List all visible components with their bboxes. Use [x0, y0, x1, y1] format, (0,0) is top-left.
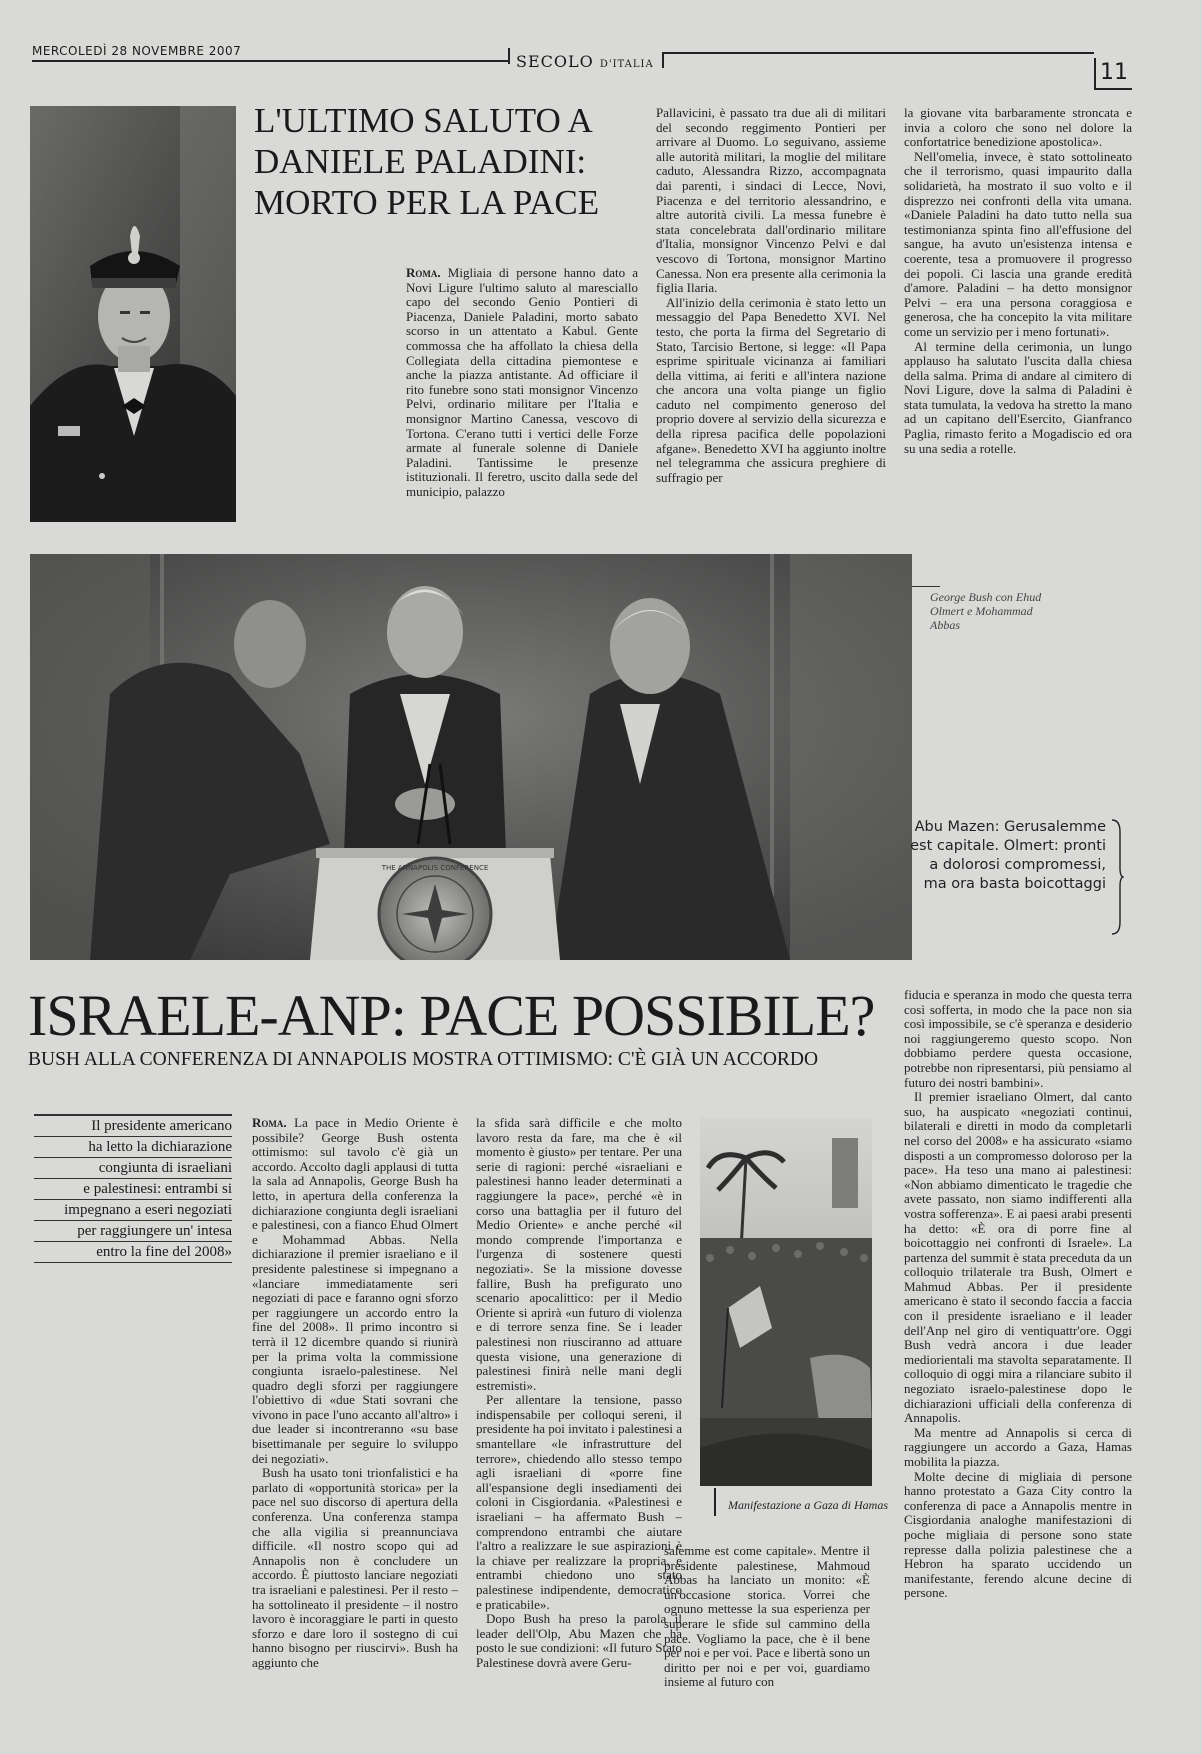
pullquote-line: impegnano a eseri negoziati	[34, 1200, 232, 1221]
header-divider	[508, 48, 510, 64]
caption-bar	[714, 1488, 716, 1516]
masthead-main: SECOLO	[516, 52, 594, 71]
masthead-small: D'ITALIA	[599, 59, 654, 70]
article1-col3-para3: Al termine della cerimonia, un lungo applauso ha salutato l'uscita dalla chiesa della salma. Prima di andare al cimitero di Novi Ligure, dove la salma di Paladini è stata tumulata, la vedova ha stretto la mano ad un capitano dell'Esercito, Gianfranco Paglia, rimasto ferito a Mogadiscio ed ora su una sedia a rotelle.	[904, 338, 1132, 456]
pullquote-line: Il presidente americano	[34, 1116, 232, 1137]
article1-col1-text: Migliaia di persone hanno dato a Novi Ligure l'ultimo saluto al maresciallo capo del secondo Genio Pontieri di Piacenza, Daniele Paladini, morto sabato scorso in un attentato a Kabul. Gente commossa che ha affollato la chiesa della Collegiata della cittadina piemontese e anche la piazza antistante. Ad officiare il rito funebre sono stati monsignor Vincenzo Pelvi, ordinario militare per l'Italia e monsignor Martino Canessa, vescovo di Tortona. C'erano tutti i vertici delle Forze armate al funerale solenne di Daniele Paladini. Tantissime le presenze istituzionali. Il feretro, uscito dalla sede del municipio, palazzo	[406, 266, 638, 499]
article2-colD-para2: Il premier israeliano Olmert, dal canto suo, ha auspicato «negoziati continui, bilaterali e diretti in modo da completarli nel corso del 2008» e ha assicurato «siamo disposti a un compromesso doloroso per la pace». Ha teso una mano ai palestinesi: «Non abbiamo dimenticato le tragedie che avete passato, non siamo indifferenti alla vostra sofferenza». E ai paesi arabi presenti ha detto: «È ora di porre fine al boicottaggio nei confronti di Israele». La partenza del summit è stata preceduta da un colloquio trilaterale tra Bush, Olmert e Mahmud Abbas. Per il presidente americano è stato il secondo faccia a faccia con il presidente israeliano e il leader dell'Anp nel giro di ventiquattr'ore. Oggi Bush vedrà ancora i due leader mediorientali ma stavolta separatamente. Il colloquio di oggi mira a rilanciare subito il negoziato israelo-palestinese dopo le dichiarazioni ufficiali della conferenza di Annapolis.	[904, 1089, 1132, 1426]
article2-colA-text: La pace in Medio Oriente è possibile? George Bush ostenta ottimismo: sul tavolo c'è già un accordo. Accolto dagli applausi di tutta la sala ad Annapolis, George Bush ha letto, in apertura della conferenza la dichiarazione congiunta degli israeliani e palestinesi, con a fianco Ehud Olmert e Mohammad Abbas. Nella dichiarazione il premier israeliano e il presidente palestinese si impegnano a «lanciare immediatamente seri negoziati di pace e faranno ogni sforzo per raggiungere un accordo entro la fine del 2008». Il primo incontro si terrà il 12 dicembre quando si riunirà per la prima volta la commissione congiunta israelo-palestinese. Nel quadro degli sforzi per raggiungere l'obiettivo di «due Stati sovrani che vivono in pace l'uno accanto all'altro» i due leader si incontreranno «su base bisettimanale per seguire lo sviluppo dei negoziati».	[252, 1116, 458, 1466]
article2-colD-para4: Molte decine di migliaia di persone hanno protestato a Gaza City contro la conferenza di pace a Annapolis mentre in Cisgiordania analoghe manifestazioni di poche migliaia di persone sono state represse dalla polizia palestinese che a Hebron ha sparato uccidendo un manifestante, ferendo alcune decine di persone.	[904, 1468, 1132, 1601]
annapolis-photo	[30, 554, 912, 960]
article2-colD-para1: fiducia e speranza in modo che questa terra così sofferta, in modo che la pace non sia così impossibile, se c'è speranza e desiderio noi raggiungeremo questo scopo. Non dobbiamo perdere questa occasione, potrebbe non ripresentarsi, più pensiamo al futuro dei nostri bambini».	[904, 988, 1132, 1090]
article1-dateline: Roma.	[406, 266, 441, 280]
article2-colB-para2: Per allentare la tensione, passo indispensabile per colloqui sereni, il presidente ha poi invitato i palestinesi a smantellare «le infrastrutture del terrore», chiedendo allo stesso tempo agli israeliani di «porre fine all'espansione degli insediamenti dei coloni in Cisgiordania. «Palestinesi e israeliani – ha affermato Bush – comprendono entrambi che aiutare l'altro a realizzare le sue aspirazioni è la chiave per realizzare la propria, e entrambi chiedono uno stato palestinese indipendente, democratico e praticabile».	[476, 1392, 682, 1612]
article1-col2-para1: Pallavicini, è passato tra due ali di militari del secondo reggimento Pontieri per arrivare al Duomo. Lo seguivano, assieme alle autorità militari, la moglie del militare caduto, Alessandra Rizzo, accompagnata dai parenti, i sindaci di Lecce, Novi, Piacenza e del territorio alessandrino, e altre autorità civili. La messa funebre è stata concelebrata dall'ordinario militare d'Italia, monsignor Vincenzo Pelvi e dal vescovo di Tortona, monsignor Martino Canessa. Non era presente alla cerimonia la figlia Ilaria.	[656, 106, 886, 296]
pullquote-line: ha letto la dichiarazione	[34, 1137, 232, 1158]
article1-col3-para1: la giovane vita barbaramente stroncata e invia a coloro che sono nel dolore la confortatrice benedizione apostolica».	[904, 106, 1132, 150]
header-rule-left	[32, 60, 508, 62]
photo-caption-gaza: Manifestazione a Gaza di Hamas	[728, 1498, 888, 1512]
article2-colC-para1: salemme est come capitale». Mentre il presidente palestinese, Mahmoud Abbas ha lanciato un monito: «È un'occasione storica. Vorrei che ognuno mettesse la sua esperienza per superare le sfide sul cammino della pace. Vogliamo la pace, che è il bene per noi e per voi. Pace e libertà sono un diritto per noi e per voi, guardiamo insieme al futuro con	[664, 1544, 870, 1690]
article2-dateline: Roma.	[252, 1116, 287, 1130]
side-quote: Abu Mazen: Gerusalemme est capitale. Olmert: pronti a dolorosi compromessi, ma ora basta boicottaggi	[910, 819, 1106, 892]
article1-col1	[406, 266, 638, 520]
headline-paladini: L'ULTIMO SALUTO A DANIELE PALADINI: MORTO PER LA PACE	[254, 101, 600, 222]
pullquote-line: congiunta di israeliani	[34, 1158, 232, 1179]
article1-col3	[904, 106, 1132, 520]
article2-colD	[904, 988, 1132, 1738]
caption-rule	[912, 586, 940, 587]
header-divider-2	[662, 52, 664, 68]
pullquote	[34, 1116, 232, 1263]
article2-colA	[252, 1116, 458, 1736]
page-number: 11	[1100, 60, 1128, 85]
article2-colB-para3: Dopo Bush ha preso la parola il leader dell'Olp, Abu Mazen che ha posto le sue condizioni: «Il futuro Stato Palestinese dovrà avere Geru-	[476, 1611, 682, 1670]
pullquote-line: e palestinesi: entrambi si	[34, 1179, 232, 1200]
article2-colA-para2: Bush ha usato toni trionfalistici e ha parlato di «opportunità storica» per la pace nel suo discorso di apertura della conferenza. Una conferenza stampa che alla vigilia si preannunciava difficile. «Il nostro scopo qui ad Annapolis non è concludere un accordo. È piuttosto lanciare negoziati tra israeliani e palestinesi. Per il resto – ha sottolineato il presidente – il nostro lavoro è incoraggiare le parti in questo sforzo e dare loro il sostegno di cui hanno bisogno per riuscirvi». Bush ha aggiunto che	[252, 1465, 458, 1670]
header-rule-right	[662, 52, 1094, 54]
headline-israele-anp: ISRAELE-ANP: PACE POSSIBILE?	[28, 983, 875, 1048]
deck-annapolis: BUSH ALLA CONFERENZA DI ANNAPOLIS MOSTRA OTTIMISMO: C'È GIÀ UN ACCORDO	[28, 1049, 819, 1070]
brace-icon	[1110, 818, 1124, 936]
gaza-photo	[700, 1118, 872, 1486]
podium-seal-text: THE ANNAPOLIS CONFERENCE	[381, 864, 489, 872]
header-date: MERCOLEDÌ 28 NOVEMBRE 2007	[32, 44, 242, 58]
article2-colD-para3: Ma mentre ad Annapolis si cerca di raggiungere un accordo a Gaza, Hamas mobilita la piazza.	[904, 1424, 1132, 1469]
article1-col2-para2: All'inizio della cerimonia è stato letto un messaggio del Papa Benedetto XVI. Nel testo, che porta la firma del Segretario di Stato, Tarcisio Bertone, si legge: «Il Papa esprime spirituale vicinanza ai familiari della vittima, ai feriti e all'intera nazione che ancora una volta piange un figlio caduto nel compimento generoso del proprio dovere al servizio della sicurezza e della ripresa pacifica delle popolazioni afgane». Benedetto XVI ha aggiunto inoltre nel telegramma che assicura preghiere di suffragio per	[656, 294, 886, 485]
article2-colB	[476, 1116, 682, 1736]
masthead	[516, 52, 654, 71]
pullquote-line: per raggiungere un' intesa	[34, 1221, 232, 1242]
article2-colB-para1: la sfida sarà difficile e che molto lavoro resta da fare, ma che è «il momento è giusto» per tentare. Per una serie di ragioni: perché «israeliani e palestinesi hanno leader determinati a raggiungere la pace», perché «è in corso una battaglia per il futuro del Medio Oriente» e anche perché «il mondo comprende l'importanza e l'urgenza di sostenere questi negoziati». Se la missione dovesse fallire, Bush ha prefigurato uno scenario apocalittico: per il Medio Oriente si aprirà «un futuro di violenza e di terrore senza fine. Se i leader palestinesi non riusciranno ad attuare questa visione, una generazione di palestinesi finirà nelle mani degli estremisti».	[476, 1116, 682, 1393]
article1-col2	[656, 106, 886, 520]
pullquote-line: entro la fine del 2008»	[34, 1242, 232, 1263]
portrait-photo	[30, 106, 236, 522]
photo-caption-bush: George Bush con Ehud Olmert e Mohammad Abbas	[930, 590, 1042, 632]
article2-colC	[664, 1544, 870, 1736]
article1-col3-para2: Nell'omelia, invece, è stato sottolineato che il terrorismo, quasi impaurito dalla solidarietà, ha mostrato il suo volto e il disprezzo nei confronti della vita umana. «Daniele Paladini ha dato tutto nella sua testimonianza spinta fino all'effusione del sangue, ha avuto un'esistenza intensa e coerente, tesa a promuovere il progresso dei popoli. Ci lascia una grande eredità d'amore. Paladini – ha detto monsignor Pelvi – era una persona coraggiosa e generosa, che ha concepito la vita militare come un servizio per i meno fortunati».	[904, 148, 1132, 339]
